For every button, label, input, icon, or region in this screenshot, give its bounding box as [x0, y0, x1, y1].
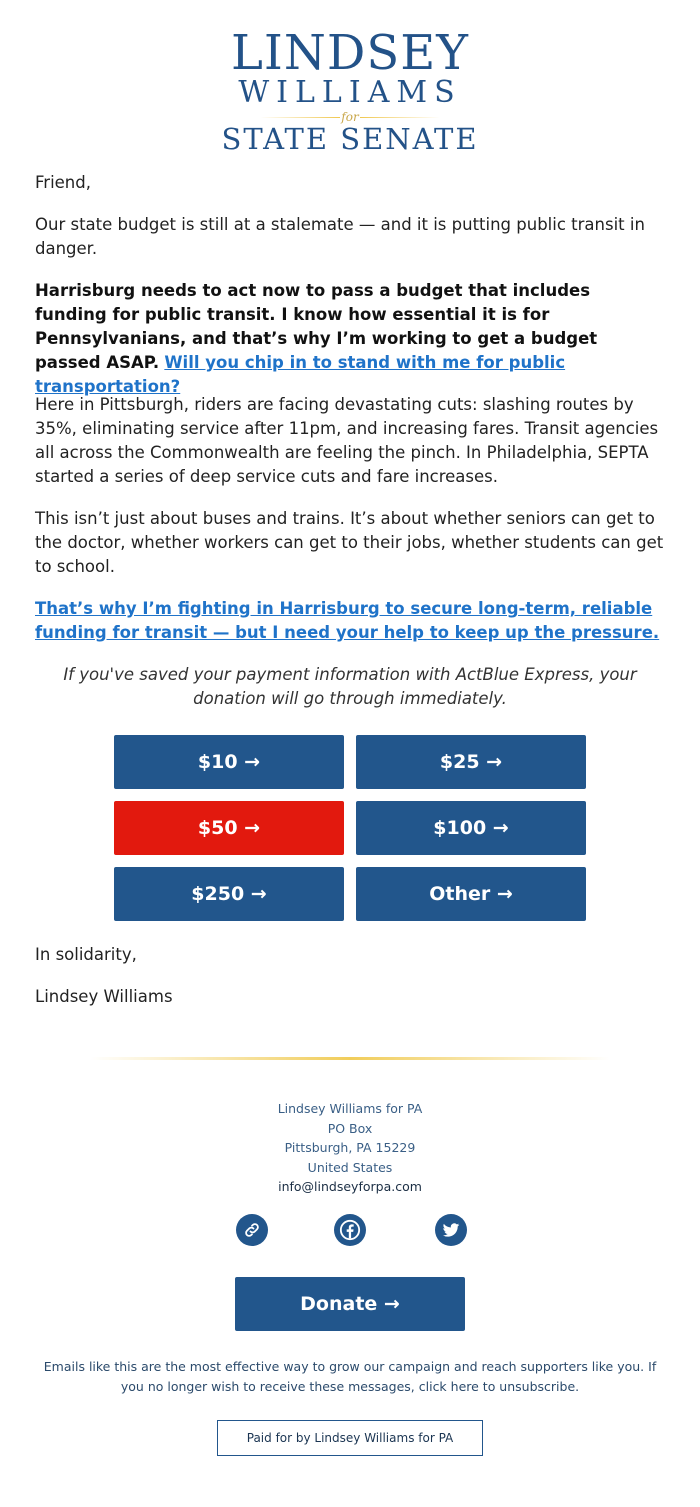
facebook-icon[interactable] — [334, 1214, 366, 1246]
signature: Lindsey Williams — [35, 987, 173, 1006]
donate-100-button[interactable]: $100 → — [356, 801, 586, 855]
donate-25-button[interactable]: $25 → — [356, 735, 586, 789]
footer-po-box: PO Box — [327, 1120, 373, 1136]
fighting-link[interactable]: That’s why I’m fighting in Harrisburg to secure long-term, reliable funding for transit — but I need your help to keep up the pressure. — [35, 599, 660, 642]
paragraph-budget: Our state budget is still at a stalemate — and it is putting public transit in danger. — [35, 215, 645, 258]
footer-donate-button[interactable]: Donate → — [235, 1277, 465, 1331]
logo-for: for — [0, 108, 700, 126]
footer-email[interactable]: info@lindseyforpa.com — [278, 1179, 422, 1194]
footer-address — [0, 1099, 700, 1197]
greeting: Friend, — [35, 173, 91, 192]
link-icon[interactable] — [236, 1214, 268, 1246]
paragraph-buses-trains: This isn’t just about buses and trains. It’s about whether seniors can get to the doctor, whether workers can get to their jobs, whether students can get to school. — [35, 509, 664, 576]
paragraph-pittsburgh: Here in Pittsburgh, riders are facing devastating cuts: slashing routes by 35%, eliminating service after 11pm, and increasing fares. Transit agencies all across the Commonwealth are feeling the pinch. In Philadelphia, SEPTA started a series of deep service cuts and fare increases. — [35, 395, 659, 486]
paid-for-disclaimer: Paid for by Lindsey Williams for PA — [217, 1420, 483, 1456]
unsubscribe-text[interactable]: Emails like this are the most effective way to grow our campaign and reach supporters like you. If you no longer wish to receive these messages, click here to unsubscribe. — [43, 1359, 657, 1394]
paragraph-harrisburg — [35, 279, 665, 399]
footer-city: Pittsburgh, PA 15229 — [284, 1140, 416, 1155]
paragraph-harrisburg-bold: Harrisburg needs to act now to pass a budget that includes funding for public transit. I know how essential it is for Pennsylvanians, and that’s why I’m working to get a budget passed ASAP. — [35, 281, 598, 372]
actblue-express-note: If you've saved your payment information with ActBlue Express, your donation will go through immediately. — [63, 665, 637, 708]
paragraph-fighting — [35, 597, 665, 645]
logo-name-first: LINDSEY — [231, 25, 469, 81]
donate-other-button[interactable]: Other → — [356, 867, 586, 921]
footer-org: Lindsey Williams for PA — [277, 1101, 423, 1116]
footer-country: United States — [307, 1159, 393, 1175]
chip-in-link[interactable]: Will you chip in to stand with me for public transportation? — [35, 353, 566, 396]
donate-250-button[interactable]: $250 → — [114, 867, 344, 921]
gold-divider — [90, 1057, 610, 1060]
logo-name-last: WILLIAMS — [238, 75, 462, 110]
campaign-logo — [0, 25, 700, 156]
signoff: In solidarity, — [35, 945, 137, 964]
donate-10-button[interactable]: $10 → — [114, 735, 344, 789]
logo-office: STATE SENATE — [221, 122, 479, 156]
donate-50-button[interactable]: $50 → — [114, 801, 344, 855]
twitter-icon[interactable] — [435, 1214, 467, 1246]
